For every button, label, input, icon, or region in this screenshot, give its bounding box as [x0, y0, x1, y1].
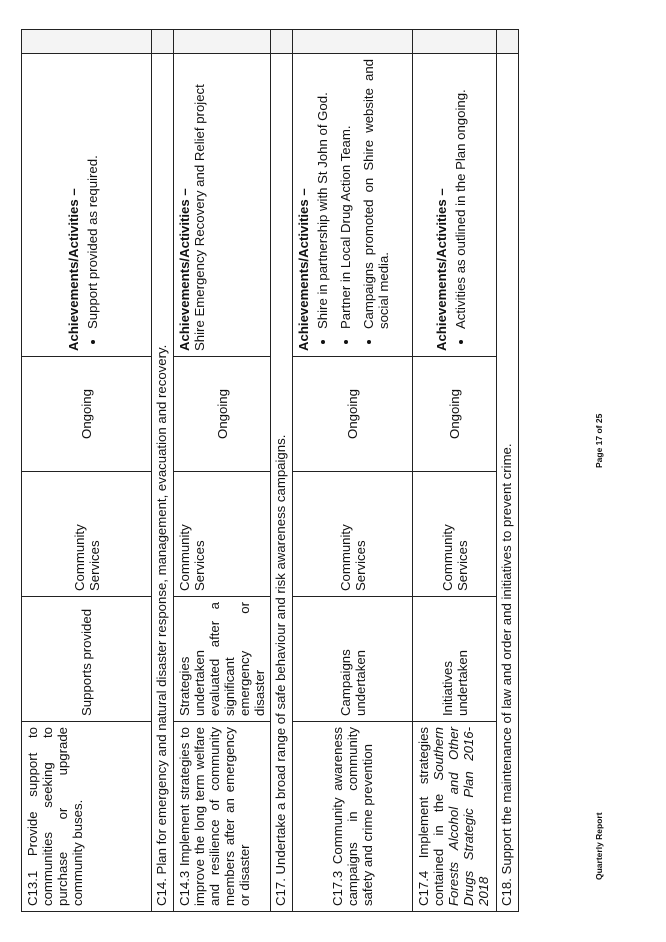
responsible-cell: Community Services — [22, 472, 152, 597]
responsible-cell: Community Services — [293, 472, 413, 597]
achievements-cell — [413, 54, 497, 357]
achievements-heading: Achievements/Activities – — [296, 188, 311, 351]
timeframe-cell: Ongoing — [174, 357, 271, 472]
achievements-heading: Achievements/Activities – — [65, 188, 81, 351]
list-item: • Activities as outlined in the Plan ongoing. — [453, 59, 468, 329]
achievements-heading: Achievements/Activities – — [433, 188, 449, 351]
achievements-list — [453, 59, 468, 351]
empty-cell — [22, 30, 152, 54]
section-row — [271, 30, 293, 912]
table-row — [174, 30, 271, 912]
responsible-cell: Community Services — [174, 472, 271, 597]
section-heading: C18. Support the maintenance of law and order and initiatives to prevent crime. — [497, 54, 519, 912]
list-item: • Partner in Local Drug Action Team. — [338, 59, 353, 329]
action-text: C17.4 Implement strategies contained in the — [416, 727, 446, 906]
empty-cell — [413, 30, 497, 54]
rotated-table-sheet — [21, 30, 514, 912]
achievements-text: Shire Emergency Recovery and Relief project — [192, 84, 207, 351]
empty-cell — [271, 30, 293, 54]
page-number: Page 17 of 25 — [594, 413, 604, 468]
list-item: • Support provided as required. — [85, 59, 100, 329]
action-cell — [413, 722, 497, 912]
action-cell: C13.1 Provide support to communities seeking to purchase or upgrade community buses. — [22, 722, 152, 912]
report-title: Quarterly Report — [594, 812, 604, 880]
table-row — [22, 30, 152, 912]
timeframe-cell: Ongoing — [293, 357, 413, 472]
indicator-cell: Campaigns undertaken — [293, 597, 413, 722]
achievements-cell — [174, 54, 271, 357]
responsible-cell: Community Services — [413, 472, 497, 597]
achievements-cell — [293, 54, 413, 357]
achievements-list — [315, 59, 391, 351]
action-cell: C14.3 Implement strategies to improve the long term welfare and resilience of community members after an emergency or disaster — [174, 722, 271, 912]
indicator-cell: Strategies undertaken evaluated after a significant emergency or disaster — [174, 597, 271, 722]
plan-title-text: Southern Forests Alcohol and Other Drugs Strategic Plan 2016-2018 — [431, 727, 491, 906]
achievements-heading: Achievements/Activities – — [177, 188, 192, 351]
indicator-cell: Initiatives undertaken — [413, 597, 497, 722]
table-row — [293, 30, 413, 912]
empty-cell — [293, 30, 413, 54]
empty-cell — [174, 30, 271, 54]
action-cell: C17.3 Community awareness campaigns in community safety and crime prevention — [293, 722, 413, 912]
indicator-cell: Supports provided — [22, 597, 152, 722]
empty-cell — [152, 30, 174, 54]
empty-cell — [497, 30, 519, 54]
achievements-cell — [22, 54, 152, 357]
table-row — [413, 30, 497, 912]
section-heading: C17. Undertake a broad range of safe behaviour and risk awareness campaigns. — [271, 54, 293, 912]
section-row — [152, 30, 174, 912]
timeframe-cell: Ongoing — [22, 357, 152, 472]
list-item: • Shire in partnership with St John of God. — [315, 59, 330, 329]
section-row — [497, 30, 519, 912]
plan-table — [21, 29, 519, 912]
list-item: • Campaigns promoted on Shire website and social media. — [361, 59, 391, 329]
section-heading: C14. Plan for emergency and natural disaster response, management, evacuation and recovery. — [152, 54, 174, 912]
achievements-list — [85, 59, 100, 351]
timeframe-cell: Ongoing — [413, 357, 497, 472]
